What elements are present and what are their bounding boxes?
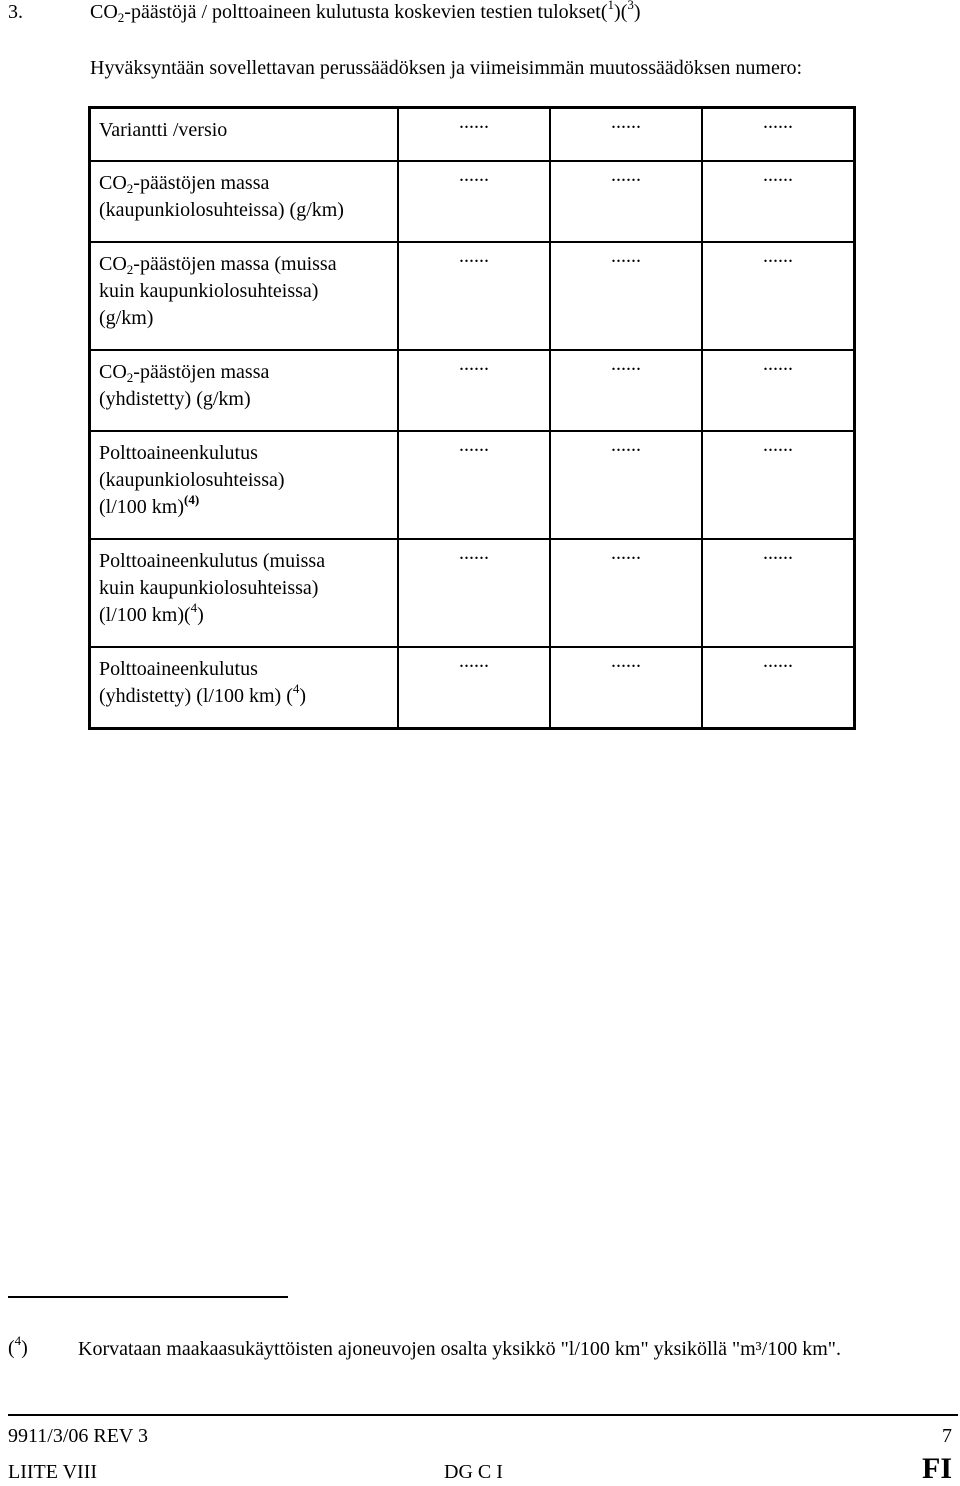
footnote-marker: ($^4$) [8, 1333, 28, 1359]
table-row [90, 431, 855, 539]
table-cell: ...... [702, 108, 855, 162]
table-cell: ...... [398, 108, 550, 162]
table-cell: ...... [398, 350, 550, 431]
table-cell: ...... [550, 539, 702, 647]
row-label-co2-extra-urban: $CO_2$-päästöjen massa (muissa kuin kaupunkiolosuhteissa) (g/km) [90, 242, 399, 350]
footnote-divider [8, 1296, 288, 1298]
table-row [90, 350, 855, 431]
table-row [90, 539, 855, 647]
table-cell: ...... [702, 350, 855, 431]
footnote-ref: 4 [190, 600, 198, 615]
section-title: $CO_2$-päästöjä / polttoaineen kulutusta koskevien testien tulokset($^1$)($^3$) [90, 0, 641, 24]
row-label-fuel-combined: Polttoaineenkulutus (yhdistetty) (l/100 km) ($^4$) [90, 647, 399, 729]
footer-divider [8, 1414, 958, 1416]
table-cell: ...... [702, 647, 855, 729]
table-cell: ...... [702, 431, 855, 539]
footnote-ref: 3 [627, 0, 634, 12]
row-label-variant: Variantti /versio [90, 108, 399, 162]
table-cell: ...... [398, 539, 550, 647]
footnote-ref: 1 [607, 0, 615, 12]
approval-act-label: Hyväksyntään sovellettavan perussäädöksen ja viimeisimmän muutossäädöksen numero: [90, 57, 803, 79]
table-row [90, 242, 855, 350]
table-cell: ...... [550, 647, 702, 729]
table-cell: ...... [702, 161, 855, 242]
footnote-ref: 4 [292, 681, 300, 696]
row-label-fuel-city: Polttoaineenkulutus (kaupunkiolosuhteissa) (l/100 km)$^{(4)}$ [90, 431, 399, 539]
table-cell: ...... [702, 242, 855, 350]
document-reference: 9911/3/06 REV 3 [8, 1425, 149, 1447]
table-cell: ...... [550, 108, 702, 162]
section-number: 3. [8, 1, 23, 23]
page-number: 7 [942, 1425, 952, 1447]
table-row [90, 647, 855, 729]
results-table [88, 106, 856, 730]
row-label-co2-combined: $CO_2$-päästöjen massa (yhdistetty) (g/km) [90, 350, 399, 431]
annex-label: LIITE VIII [8, 1461, 98, 1483]
footnote-text: Korvataan maakaasukäyttöisten ajoneuvojen osalta yksikkö "l/100 km" yksiköllä "m³/100 km". [78, 1338, 841, 1360]
table-cell: ...... [550, 350, 702, 431]
table-cell: ...... [550, 242, 702, 350]
table-row [90, 161, 855, 242]
table-cell: ...... [550, 431, 702, 539]
directorate-label: DG C I [444, 1461, 503, 1483]
row-label-fuel-extra-urban: Polttoaineenkulutus (muissa kuin kaupunkiolosuhteissa) (l/100 km)($^4$) [90, 539, 399, 647]
table-cell: ...... [702, 539, 855, 647]
table-row [90, 108, 855, 162]
language-code: FI [922, 1452, 952, 1485]
table-cell: ...... [398, 161, 550, 242]
table-cell: ...... [398, 647, 550, 729]
footnote-ref: (4) [184, 492, 200, 507]
table-cell: ...... [550, 161, 702, 242]
row-label-co2-city: $CO_2$-päästöjen massa (kaupunkiolosuhteissa) (g/km) [90, 161, 399, 242]
table-cell: ...... [398, 242, 550, 350]
table-cell: ...... [398, 431, 550, 539]
